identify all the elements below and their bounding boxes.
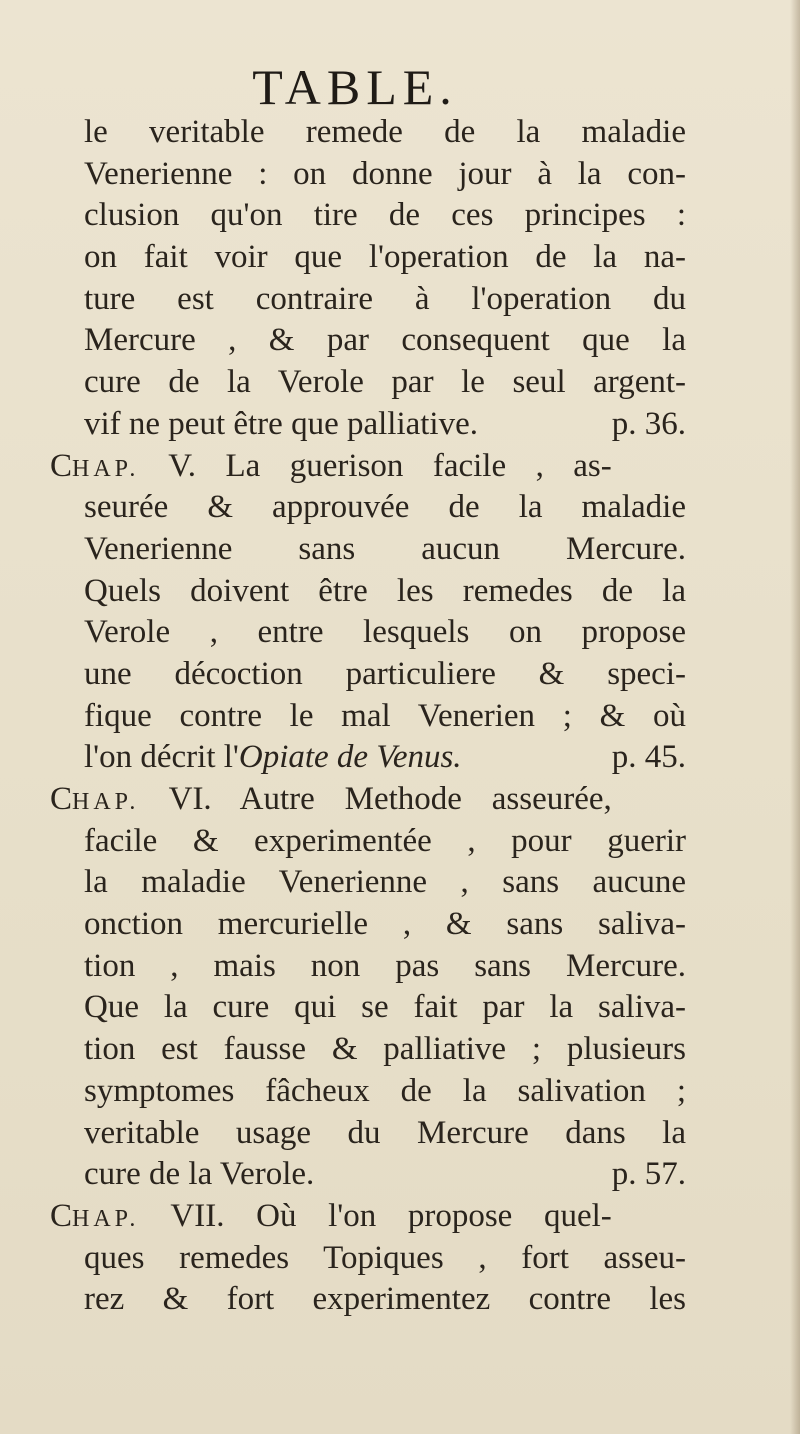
text-line: tion est fausse & palliative ; plusieurs	[84, 1031, 686, 1068]
text-line: Venerienne sans aucun Mercure.	[84, 530, 686, 567]
text-line: rez & fort experimentez contre les	[84, 1281, 686, 1318]
chapter-heading-line: CHAP. VI. Autre Methode asseurée,	[50, 781, 612, 817]
text-line: Venerienne : on donne jour à la con-	[84, 155, 686, 192]
text-line: ture est contraire à l'operation du	[84, 280, 686, 317]
text-line: cure de la Verole. p. 57.	[50, 1154, 686, 1196]
text-line: ques remedes Topiques , fort asseu-	[84, 1239, 686, 1276]
text-line: clusion qu'on tire de ces principes :	[84, 197, 686, 234]
text-line: Verole , entre lesquels on propose	[84, 614, 686, 651]
text-line: Quels doivent être les remedes de la	[84, 572, 686, 609]
text-line: onction mercurielle , & sans saliva-	[84, 906, 686, 943]
text-line: tion , mais non pas sans Mercure.	[84, 947, 686, 984]
text-line: facile & experimentée , pour guerir	[84, 822, 686, 859]
text-line: on fait voir que l'operation de la na-	[84, 239, 686, 276]
page-reference: p. 57.	[611, 1156, 686, 1193]
text-line: le veritable remede de la maladie	[84, 114, 686, 150]
text-line: veritable usage du Mercure dans la	[84, 1114, 686, 1151]
text-line: vif ne peut être que palliative. p. 36.	[50, 404, 686, 446]
text-line: cure de la Verole par le seul argent-	[84, 364, 686, 401]
page-edge	[790, 0, 800, 1434]
table-of-contents-text	[50, 112, 686, 1321]
page-reference: p. 36.	[611, 405, 686, 442]
text-line: l'on décrit l'Opiate de Venus. p. 45.	[50, 737, 686, 779]
page-title: TABLE.	[252, 59, 458, 115]
text-line: Que la cure qui se fait par la saliva-	[84, 989, 686, 1026]
page-reference: p. 45.	[611, 739, 686, 776]
chapter-heading-line: CHAP. VII. Où l'on propose quel-	[50, 1197, 612, 1234]
text-line: Mercure , & par consequent que la	[84, 322, 686, 359]
text-line: seurée & approuvée de la maladie	[84, 489, 686, 526]
text-line: fique contre le mal Venerien ; & où	[84, 697, 686, 734]
text-line: une décoction particuliere & speci-	[84, 655, 686, 692]
chapter-heading-line: CHAP. V. La guerison facile , as-	[50, 447, 612, 484]
text-line: symptomes fâcheux de la salivation ;	[84, 1072, 686, 1109]
text-line: la maladie Venerienne , sans aucune	[84, 864, 686, 901]
